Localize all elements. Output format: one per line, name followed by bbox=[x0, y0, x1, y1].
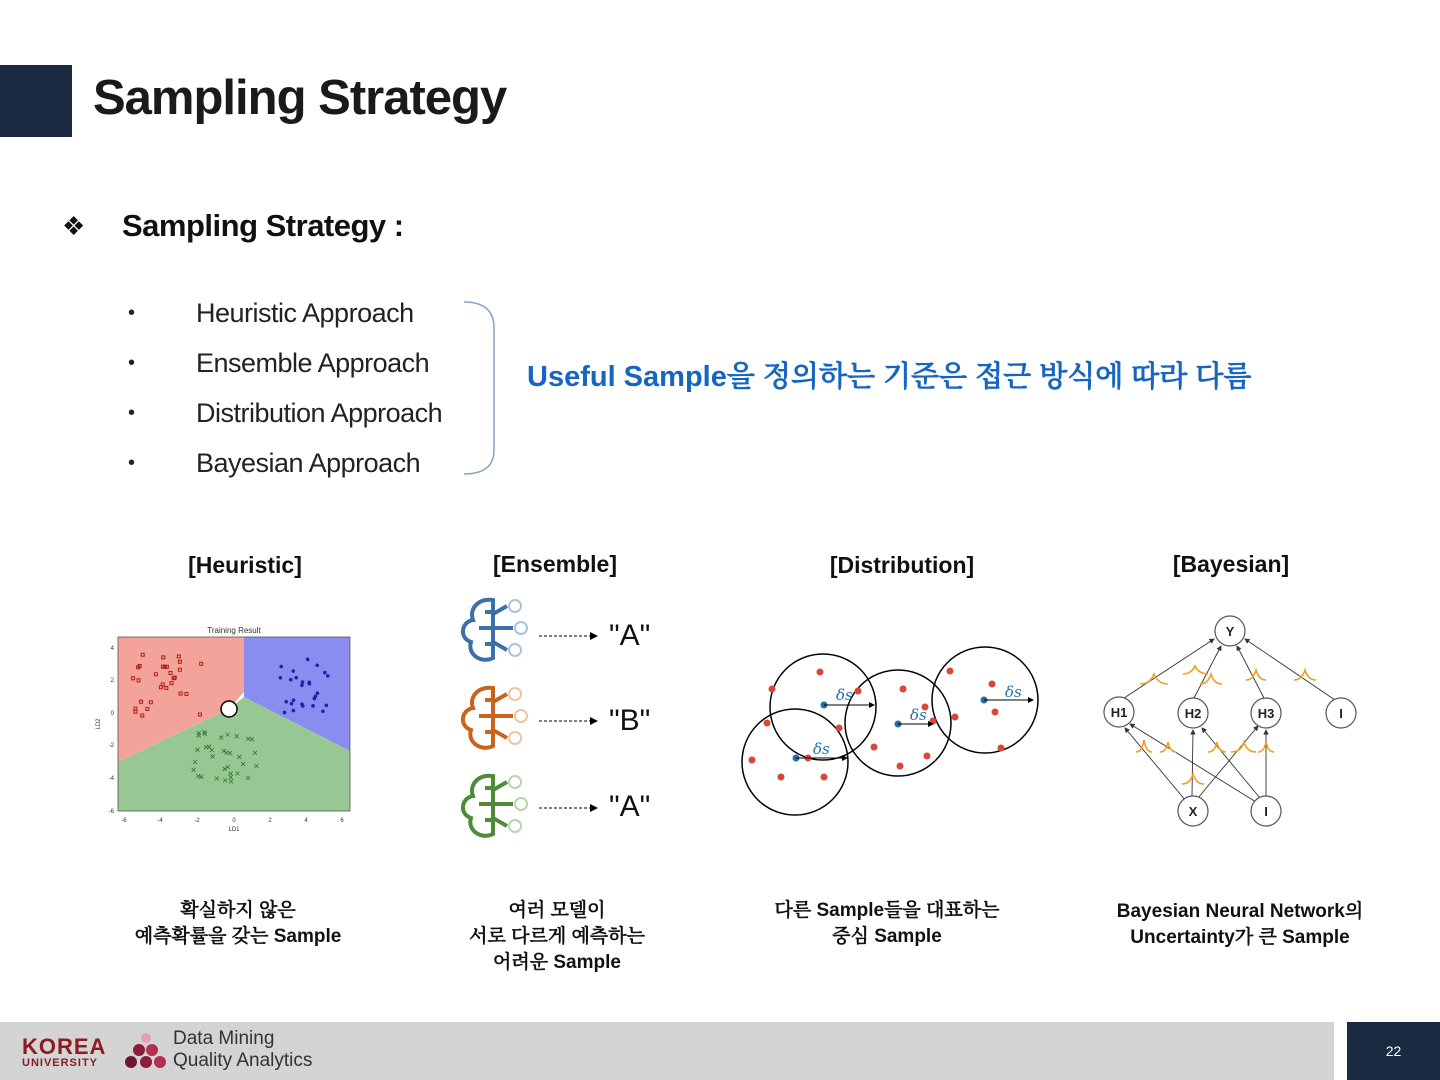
distribution-caption bbox=[737, 898, 1037, 950]
title-accent-block bbox=[0, 65, 72, 137]
x-tick: 0 bbox=[232, 818, 236, 824]
ensemble-caption bbox=[407, 898, 707, 976]
blue-sample-point bbox=[326, 674, 330, 678]
y-tick: -4 bbox=[108, 776, 114, 782]
heuristic-header: [Heuristic] bbox=[188, 552, 302, 578]
korea-university-logo bbox=[22, 1036, 106, 1069]
y-tick: -2 bbox=[108, 743, 114, 749]
bayesian-header: [Bayesian] bbox=[1172, 551, 1290, 577]
caption-line: 어려운 Sample bbox=[493, 952, 621, 973]
lab-logo-icon bbox=[124, 1030, 168, 1070]
useful-sample-note: Useful Sample을 정의하는 기준은 접근 방식에 따라 다름 bbox=[527, 361, 1252, 393]
cover-circle bbox=[742, 709, 848, 815]
lab-name bbox=[173, 1028, 312, 1072]
caption-line: Uncertainty가 큰 Sample bbox=[1130, 927, 1350, 948]
bullet-icon: • bbox=[128, 401, 135, 424]
blue-sample-point bbox=[315, 663, 319, 667]
ensemble-diagram bbox=[455, 592, 605, 857]
blue-sample-point bbox=[323, 671, 327, 675]
blue-sample-point bbox=[300, 683, 304, 687]
lab-name-line2: Quality Analytics bbox=[173, 1050, 313, 1071]
blue-sample-point bbox=[292, 709, 296, 713]
caption-line: 예측확률을 갖는 Sample bbox=[134, 926, 342, 947]
lab-name-line1: Data Mining bbox=[173, 1028, 275, 1049]
prediction-label: "A" bbox=[609, 790, 651, 823]
bullet-icon: • bbox=[128, 451, 135, 474]
svg-text:Y: Y bbox=[1225, 624, 1235, 639]
blue-sample-point bbox=[321, 709, 325, 713]
x-axis-label: LD1 bbox=[228, 827, 240, 833]
caption-line: Bayesian Neural Network의 bbox=[1116, 901, 1364, 922]
approach-label: Distribution Approach bbox=[196, 397, 443, 428]
delta-label: δs bbox=[813, 740, 830, 758]
blue-sample-point bbox=[316, 691, 320, 695]
x-tick: -4 bbox=[157, 818, 163, 824]
blue-sample-point bbox=[311, 704, 315, 708]
y-tick: 4 bbox=[110, 646, 114, 652]
prediction-label: "B" bbox=[609, 704, 651, 737]
plot-title: Training Result bbox=[207, 626, 261, 635]
diamond-bullet-icon: ❖ bbox=[62, 210, 86, 241]
x-tick: -2 bbox=[194, 818, 200, 824]
ensemble-header: [Ensemble] bbox=[493, 551, 617, 577]
blue-sample-point bbox=[294, 676, 298, 680]
distribution-diagram bbox=[738, 640, 1043, 822]
approach-label: Ensemble Approach bbox=[196, 347, 430, 378]
y-tick: -6 bbox=[108, 809, 114, 815]
svg-text:I: I bbox=[1264, 804, 1268, 819]
svg-text:H3: H3 bbox=[1257, 706, 1275, 721]
distribution-header: [Distribution] bbox=[829, 552, 975, 578]
heuristic-plot bbox=[88, 620, 368, 840]
university-line2: UNIVERSITY bbox=[22, 1057, 99, 1069]
x-tick: 2 bbox=[268, 818, 272, 824]
bayesian-network bbox=[1098, 612, 1363, 832]
list-item bbox=[128, 288, 442, 338]
blue-sample-point bbox=[283, 711, 287, 715]
section-heading bbox=[62, 208, 404, 244]
bayesian-caption bbox=[1090, 899, 1390, 951]
blue-sample-point bbox=[325, 704, 329, 708]
blue-sample-point bbox=[291, 669, 295, 673]
approach-label: Heuristic Approach bbox=[196, 297, 414, 328]
svg-text:X: X bbox=[1188, 804, 1198, 819]
caption-line: 여러 모델이 bbox=[508, 900, 606, 921]
prediction-label: "A" bbox=[609, 619, 651, 652]
blue-sample-point bbox=[284, 700, 288, 704]
approach-list bbox=[128, 288, 442, 488]
blue-sample-point bbox=[306, 658, 310, 662]
y-axis-label: LD2 bbox=[96, 718, 102, 730]
university-line1: KOREA bbox=[22, 1034, 107, 1059]
blue-sample-point bbox=[301, 680, 305, 684]
brain-icon bbox=[463, 688, 527, 748]
y-tick: 2 bbox=[110, 678, 114, 684]
section-label: Sampling Strategy : bbox=[122, 208, 404, 243]
caption-line: 중심 Sample bbox=[832, 926, 942, 947]
blue-sample-point bbox=[279, 665, 283, 669]
page-number: 22 bbox=[1347, 1022, 1440, 1080]
svg-text:H1: H1 bbox=[1110, 705, 1128, 720]
blue-sample-point bbox=[292, 698, 296, 702]
svg-text:I: I bbox=[1339, 706, 1343, 721]
brain-icon bbox=[463, 776, 527, 836]
blue-sample-point bbox=[279, 676, 283, 680]
page-title: Sampling Strategy bbox=[93, 71, 507, 125]
weight-distribution-curves bbox=[1136, 666, 1316, 784]
blue-sample-point bbox=[290, 702, 294, 706]
y-tick: 0 bbox=[110, 711, 114, 717]
caption-line: 서로 다르게 예측하는 bbox=[469, 926, 645, 947]
uncertain-sample-marker bbox=[221, 701, 237, 717]
heuristic-caption bbox=[88, 898, 388, 950]
brain-icon bbox=[463, 600, 527, 660]
blue-sample-point bbox=[289, 678, 293, 682]
svg-text:H2: H2 bbox=[1184, 706, 1202, 721]
caption-line: 다른 Sample들을 대표하는 bbox=[774, 900, 1000, 921]
blue-sample-point bbox=[314, 695, 318, 699]
x-tick: 4 bbox=[304, 818, 308, 824]
blue-sample-point bbox=[308, 682, 312, 686]
approach-label: Bayesian Approach bbox=[196, 447, 421, 478]
bullet-icon: • bbox=[128, 351, 135, 374]
delta-label: δs bbox=[1005, 683, 1022, 701]
bullet-icon: • bbox=[128, 301, 135, 324]
caption-line: 확실하지 않은 bbox=[180, 900, 296, 921]
list-item bbox=[128, 438, 442, 488]
delta-label: δs bbox=[910, 706, 927, 724]
list-item bbox=[128, 338, 442, 388]
list-item bbox=[128, 388, 442, 438]
x-tick: -6 bbox=[121, 818, 127, 824]
blue-sample-point bbox=[301, 704, 305, 708]
delta-label: δs bbox=[836, 686, 853, 704]
x-tick: 6 bbox=[340, 818, 344, 824]
right-brace bbox=[460, 300, 500, 480]
